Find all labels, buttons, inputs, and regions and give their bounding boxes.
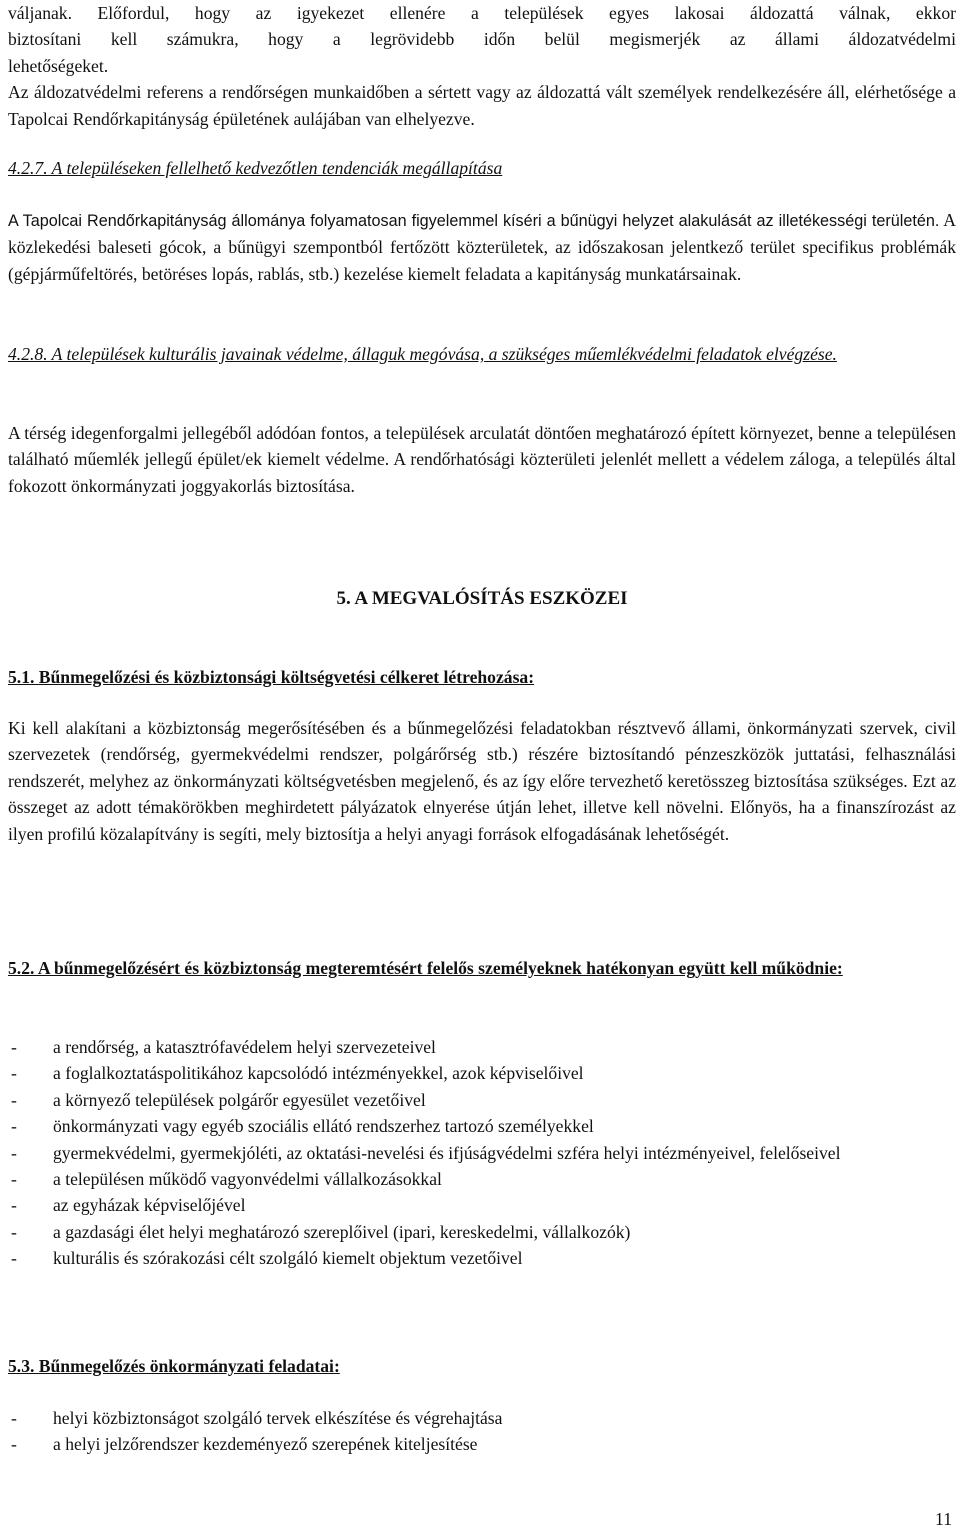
section-5-1-body	[8, 715, 956, 847]
list-item: - a gazdasági élet helyi meghatározó szereplőivel (ipari, kereskedelmi, vállalkozók)	[8, 1219, 956, 1245]
section-4-2-8-paragraph: A térség idegenforgalmi jellegéből adódóan fontos, a települések arculatát döntően meghatározó épített környezet, benne a településen található műemlék jellegű épület/ek kiemelt védelme. A rendőrhatósági közterületi jelenlét mellett a védelem záloga, a település által fokozott önkormányzati joggyakorlás biztosítása.	[8, 423, 956, 496]
section-5-2-list-wrap	[8, 1034, 956, 1272]
section-5-1-paragraph: Ki kell alakítani a közbiztonság megerősítésében és a bűnmegelőzési feladatokban résztvevő állami, önkormányzati szervek, civil szervezetek (rendőrség, gyermekvédelmi rendszer, polgárőrség stb.) részére biztosítandó pénzeszközök juttatási, felhasználási rendszerét, melyhez az önkormányzati költségvetésben megjelenő, és az így előre tervezhető keretösszeg biztosítása szükséges. Ezt az összeget az adott témakörökben meghirdetett pályázatok elnyerése útján lehet, illetve kell növelni. Előnyös, ha a finanszírozást az ilyen profilú közalapítvány is segíti, mely biztosítja a helyi anyagi források elfogadásának lehetőségét.	[8, 718, 956, 844]
chapter-5-title: 5. A MEGVALÓSÍTÁS ESZKÖZEI	[336, 588, 628, 609]
list-item: - a környező települések polgárőr egyesület vezetőivel	[8, 1087, 956, 1113]
section-5-3-list-wrap	[8, 1405, 956, 1458]
intro-line-3: lehetőségeket.	[8, 55, 109, 76]
list-item: - kulturális és szórakozási célt szolgáló kiemelt objektum vezetőivel	[8, 1245, 956, 1271]
list-item: - a foglalkoztatáspolitikához kapcsolódó intézményekkel, azok képviselőivel	[8, 1060, 956, 1086]
section-5-3-list	[8, 1405, 956, 1458]
section-4-2-7-body	[8, 207, 956, 287]
section-4-2-7-body-sans: A Tapolcai Rendőrkapitányság állománya folyamatosan figyelemmel kíséri a bűnügyi helyzet alakulását az illetékességi területén.	[8, 212, 940, 230]
page-number: 11	[935, 1509, 952, 1529]
intro-line-2: biztosítani kell számukra, hogy a legrövidebb időn belül megismerjék az állami áldozatvédelmi	[8, 29, 956, 50]
section-5-2-list	[8, 1034, 956, 1272]
list-item: - a településen működő vagyonvédelmi vállalkozásokkal	[8, 1166, 956, 1192]
list-item: - önkormányzati vagy egyéb szociális ellátó rendszerhez tartozó személyekkel	[8, 1113, 956, 1139]
section-5-3-heading: 5.3. Bűnmegelőzés önkormányzati feladatai:	[8, 1356, 340, 1376]
list-item: - a helyi jelzőrendszer kezdeményező szerepének kiteljesítése	[8, 1431, 956, 1457]
section-4-2-7-heading: 4.2.7. A településeken fellelhető kedvezőtlen tendenciák megállapítása	[8, 158, 503, 178]
section-4-2-7	[8, 155, 956, 181]
section-4-2-7-body-serif: A közlekedési baleseti gócok, a bűnügyi szempontból fertőzött közterületek, az időszakosan jelentkező terület specifikus problémák (gépjárműfeltörés, betöréses lopás, rablás, stb.) kezelése kiemelt feladata a kapitányság munkatársainak.	[8, 210, 956, 284]
section-4-2-8-body	[8, 420, 956, 499]
list-item: - gyermekvédelmi, gyermekjóléti, az oktatási-nevelési és ifjúságvédelmi szféra helyi intézményeivel, felelőseivel	[8, 1140, 956, 1166]
list-item: - helyi közbiztonságot szolgáló tervek elkészítése és végrehajtása	[8, 1405, 956, 1431]
referens-paragraph: Az áldozatvédelmi referens a rendőrségen munkaidőben a sértett vagy az áldozattá vált személyek rendelkezésére áll, elérhetősége a Tapolcai Rendőrkapitányság épületének aulájában van elhelyezve.	[8, 82, 956, 129]
section-4-2-8-heading: 4.2.8. A települések kulturális javainak védelme, állaguk megóvása, a szükséges műemlékvédelmi feladatok elvégzése.	[8, 344, 837, 364]
section-5-2-heading: 5.2. A bűnmegelőzésért és közbiztonság megteremtésért felelős személyeknek hatékonyan együtt kell működnie:	[8, 958, 843, 978]
intro-paragraph	[8, 0, 956, 132]
section-5-1	[8, 664, 956, 690]
section-4-2-8	[8, 341, 956, 367]
section-5-2	[8, 955, 956, 981]
intro-line-1: váljanak. Előfordul, hogy az igyekezet ellenére a települések egyes lakosai áldozattá válnak, ekkor	[8, 3, 956, 23]
list-item: - a rendőrség, a katasztrófavédelem helyi szervezeteivel	[8, 1034, 956, 1060]
list-item: - az egyházak képviselőjével	[8, 1192, 956, 1218]
section-5-3	[8, 1353, 956, 1379]
section-5-1-heading: 5.1. Bűnmegelőzési és közbiztonsági költségvetési célkeret létrehozása:	[8, 667, 535, 687]
